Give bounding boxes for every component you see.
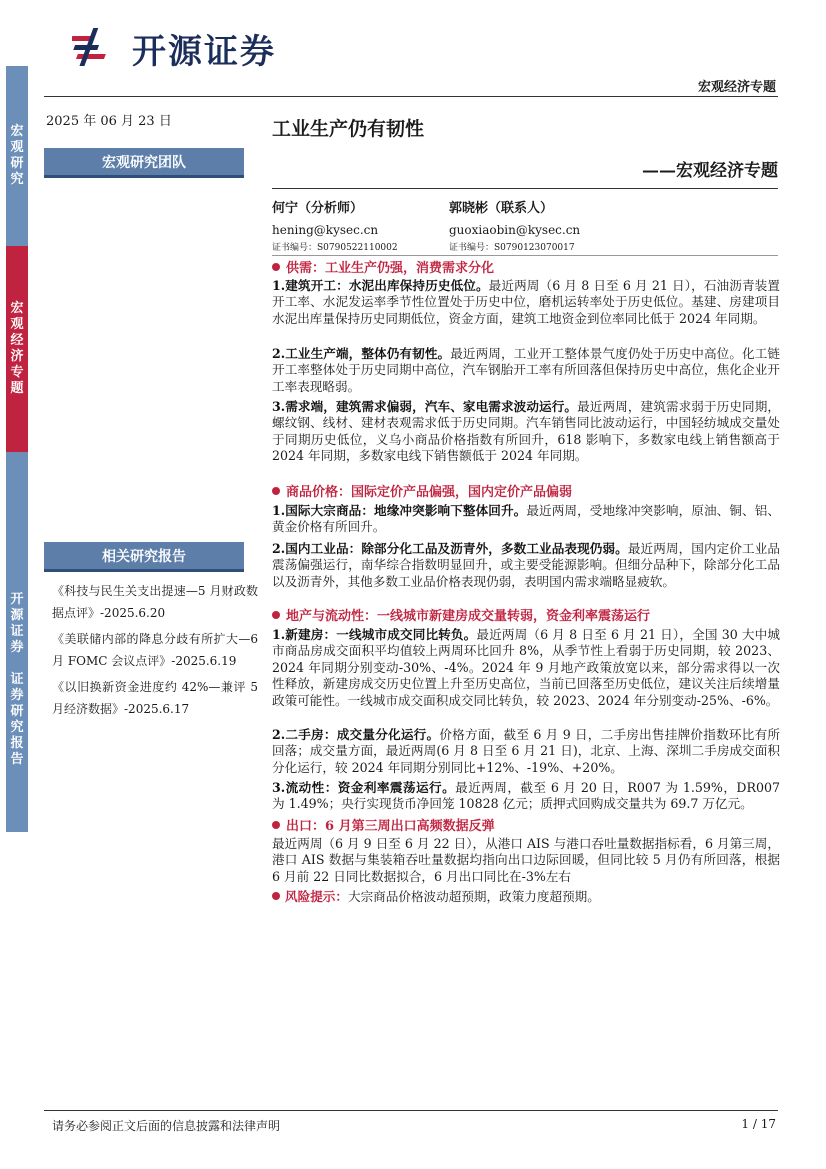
report-date: 2025 年 06 月 23 日 [46, 114, 172, 129]
side-strip-macro-topic: 宏 观 经 济 专 题 [6, 246, 28, 452]
contact-card [449, 200, 580, 257]
header-tag: 宏观经济专题 [697, 80, 776, 95]
related-report-link[interactable]: 《以旧换新资金进度约 42%—兼评 5 月经济数据》-2025.6.17 [52, 680, 258, 716]
bullet-icon [272, 821, 280, 829]
paragraph: 2.工业生产端，整体仍有韧性。最近两周，工业开工整体景气度仍处于历史中高位。化工链开工率整体处于历史同期中高位，汽车钢胎开工率有所回落但保持历史中高位，焦化企业开工率表现略弱。 [272, 346, 781, 394]
bullet-icon [272, 892, 280, 900]
paragraph: 3.需求端，建筑需求偏弱，汽车、家电需求波动运行。最近两周，建筑需求弱于历史同期，螺纹钢、线材、建材表观需求低于历史同期。汽车销售同比波动运行，中国轻纺城成交量处于同期历史低位，义乌小商品价格指数有所回升，618 影响下，多数家电线上销售额高于 2024 年同期，多数家电线下销售额低于 2024 年同期。 [272, 399, 780, 464]
report-subtitle: ——宏观经济专题 [642, 161, 778, 181]
footer-divider [44, 1110, 778, 1111]
subtitle-divider [272, 188, 778, 189]
disclaimer-note: 请务必参阅正文后面的信息披露和法律声明 [52, 1119, 281, 1133]
bullet-icon [272, 487, 280, 495]
paragraph: 3.流动性：资金利率震荡运行。最近两周，截至 6 月 20 日，R007 为 1.59%，DR007 为 1.49%；央行实现货币净回笼 10828 亿元；质押式回购成交量共为 69.7 万亿元。 [272, 780, 781, 812]
company-logo [72, 26, 276, 70]
section-heading-exports: 出口：6 月第三周出口高频数据反弹 [272, 818, 780, 836]
side-strip-broker: 开 源 证 券 证 券 研 究 报 告 [6, 452, 28, 832]
team-label: 宏观研究团队 [44, 148, 244, 178]
paragraph: 2.国内工业品：除部分化工品及沥青外，多数工业品表现仍弱。最近两周，国内定价工业品震荡偏强运行，南华综合指数明显回升，或主要受能源影响。但细分品种下，除部分化工品以及沥青外，其他多数工业品价格表现仍弱，表明国内需求端略显疲软。 [272, 541, 780, 589]
section-heading-property-liquidity: 地产与流动性：一线城市新建房成交量转弱，资金利率震荡运行 [272, 608, 780, 626]
paragraph: 1.建筑开工：水泥出库保持历史低位。最近两周（6 月 8 日至 6 月 21 日），石油沥青装置开工率、水泥发运率季节性位置处于历史中位，磨机运转率处于历史低位。基建、房建项目水泥出库量保持历史同期低位，资金方面，建筑工地资金到位率同比低于 2024 年同期。 [272, 278, 780, 326]
bullet-icon [272, 611, 280, 619]
page-number: 1 / 17 [741, 1117, 776, 1131]
report-title: 工业生产仍有韧性 [272, 118, 425, 140]
paragraph: 2.二手房：成交量分化运行。价格方面，截至 6 月 9 日，二手房出售挂牌价指数环比有所回落；成交量方面，最近两周(6 月 8 日至 6 月 21 日)，北京、上海、深圳二手房成交面积分化运行，较 2024 年同期分别同比+12%、-19%、+20%。 [272, 727, 780, 775]
analyst-name: 何宁（分析师） [272, 201, 364, 216]
paragraph: 1.新建房：一线城市成交同比转负。最近两周（6 月 8 日至 6 月 21 日），全国 30 大中城市商品房成交面积平均值较上两周环比回升 8%，从季节性上看弱于历史同期，较 2023、2024 年同期分别变动-30%、-4%。2024 年 9 月地产政策放宽以来，部分需求得以一次性释放，新建房成交历史位置上升至历史高位，当前已回落至历史低位，建议关注后续增量政策可能性。一线城市成交面积成交同比转负，较 2023、2024 年分别变动-25%、-6%。 [272, 627, 780, 708]
header-divider [44, 96, 778, 97]
logo-mark-icon [72, 26, 128, 70]
bullet-icon [272, 263, 280, 271]
related-reports-label: 相关研究报告 [44, 542, 244, 572]
paragraph: 最近两周（6 月 9 日至 6 月 22 日），从港口 AIS 与港口吞吐量数据指标看，6 月第三周，港口 AIS 数据与集装箱吞吐量数据均指向出口边际回暖，但同比较 5 月仍有所回落，根据 6 月前 22 日同比数据拟合，6 月出口同比在-3%左右 [272, 836, 780, 884]
logo-text: 开源证券 [132, 31, 276, 72]
related-report-link[interactable]: 《科技与民生关支出提速—5 月财政数据点评》-2025.6.20 [52, 584, 258, 620]
paragraph: 1.国际大宗商品：地缘冲突影响下整体回升。最近两周，受地缘冲突影响，原油、铜、铝、黄金价格有所回升。 [272, 503, 780, 535]
contact-email[interactable]: guoxiaobin@kysec.cn [449, 223, 581, 237]
related-reports-list [52, 580, 258, 724]
contact-cert: 证书编号：S0790123070017 [449, 243, 575, 253]
related-report-link[interactable]: 《美联储内部的降息分歧有所扩大—6 月 FOMC 会议点评》-2025.6.19 [52, 632, 258, 668]
analyst-divider [272, 255, 778, 256]
risk-warning: 风险提示：大宗商品价格波动超预期，政策力度超预期。 [272, 888, 780, 906]
contact-name: 郭晓彬（联系人） [449, 201, 554, 216]
section-heading-commodity-prices: 商品价格：国际定价产品偏强，国内定价产品偏弱 [272, 484, 780, 502]
analyst-card [272, 200, 398, 257]
analyst-cert: 证书编号：S0790522110002 [272, 243, 398, 253]
side-strip-macro-research: 宏 观 研 究 [6, 66, 28, 246]
section-heading-supply-demand: 供需：工业生产仍强，消费需求分化 [272, 260, 780, 278]
analyst-email[interactable]: hening@kysec.cn [272, 223, 379, 237]
